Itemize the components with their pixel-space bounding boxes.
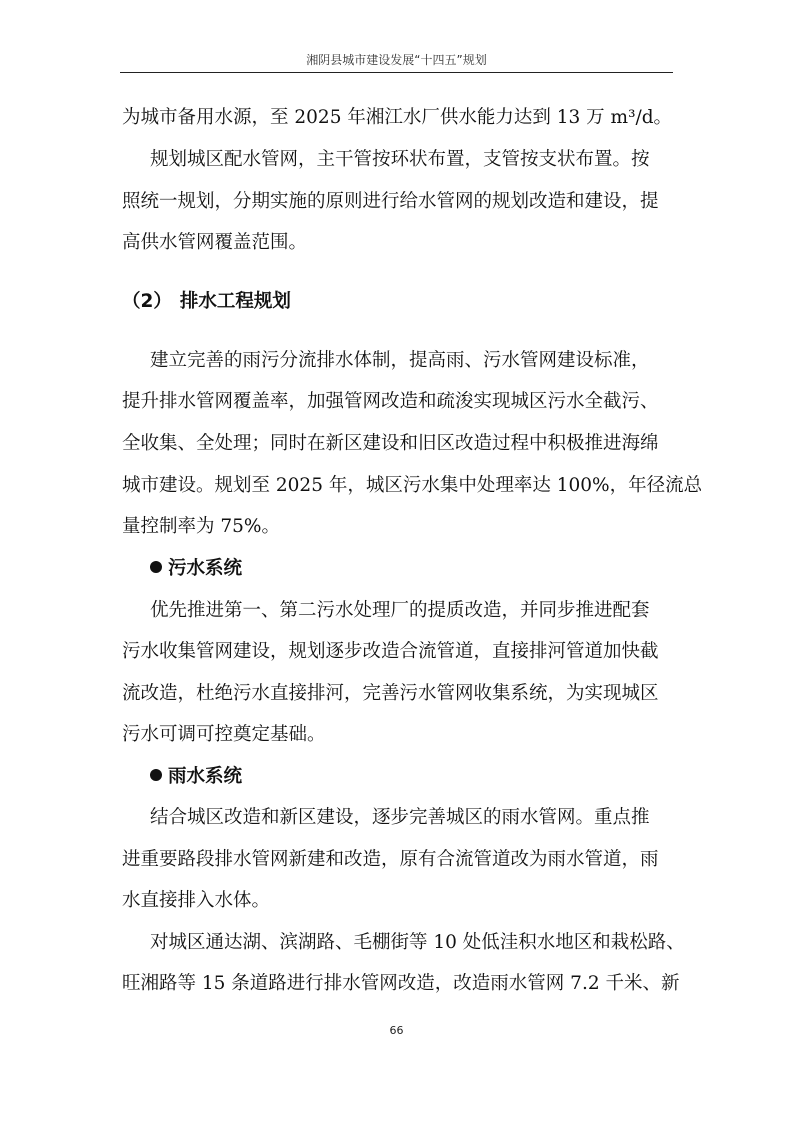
bullet-icon xyxy=(150,561,162,573)
page-number: 66 xyxy=(389,1024,404,1037)
paragraph-line: 高供水管网覆盖范围。 xyxy=(122,232,308,253)
bullet-heading xyxy=(150,557,242,581)
paragraph-line: 照统一规划，分期实施的原则进行给水管网的规划改造和建设，提 xyxy=(122,191,659,212)
paragraph-line: 对城区通达湖、滨湖路、毛棚街等 10 处低洼积水地区和栽松路、 xyxy=(150,932,685,953)
section-number: （2） xyxy=(122,291,172,312)
paragraph-line: 结合城区改造和新区建设，逐步完善城区的雨水管网。重点推 xyxy=(150,807,650,828)
paragraph-line: 全收集、全处理；同时在新区建设和旧区改造过程中积极推进海绵 xyxy=(122,433,659,454)
paragraph-line: 城市建设。规划至 2025 年，城区污水集中处理率达 100%，年径流总 xyxy=(122,475,703,496)
paragraph-line: 进重要路段排水管网新建和改造，原有合流管道改为雨水管道，雨 xyxy=(122,849,659,870)
paragraph-line: 优先推进第一、第二污水处理厂的提质改造，并同步推进配套 xyxy=(150,600,650,621)
bullet-heading-text: 雨水系统 xyxy=(168,766,243,787)
bullet-heading-text: 污水系统 xyxy=(168,558,243,579)
paragraph-line: 提升排水管网覆盖率，加强管网改造和疏浚实现城区污水全截污、 xyxy=(122,391,659,412)
section-title: 排水工程规划 xyxy=(179,291,291,312)
bullet-heading xyxy=(150,765,242,789)
paragraph-line: 建立完善的雨污分流排水体制，提高雨、污水管网建设标准， xyxy=(150,350,650,371)
running-header: 湘阴县城市建设发展“十四五”规划 xyxy=(306,53,487,67)
paragraph-line: 污水可调可控奠定基础。 xyxy=(122,724,326,745)
paragraph-line: 污水收集管网建设，规划逐步改造合流管道，直接排河管道加快截 xyxy=(122,641,659,662)
paragraph-line: 水直接排入水体。 xyxy=(122,890,271,911)
paragraph-line: 为城市备用水源，至 2025 年湘江水厂供水能力达到 13 万 m³/d。 xyxy=(122,107,673,128)
section-heading xyxy=(122,290,291,314)
paragraph-line: 旺湘路等 15 条道路进行排水管网改造，改造雨水管网 7.2 千米、新 xyxy=(122,973,680,994)
paragraph-line: 规划城区配水管网，主干管按环状布置，支管按支状布置。按 xyxy=(150,149,650,170)
paragraph-line: 流改造，杜绝污水直接排河，完善污水管网收集系统，为实现城区 xyxy=(122,683,659,704)
bullet-icon xyxy=(150,769,162,781)
paragraph-line: 量控制率为 75%。 xyxy=(122,516,281,537)
header-rule xyxy=(120,72,673,73)
